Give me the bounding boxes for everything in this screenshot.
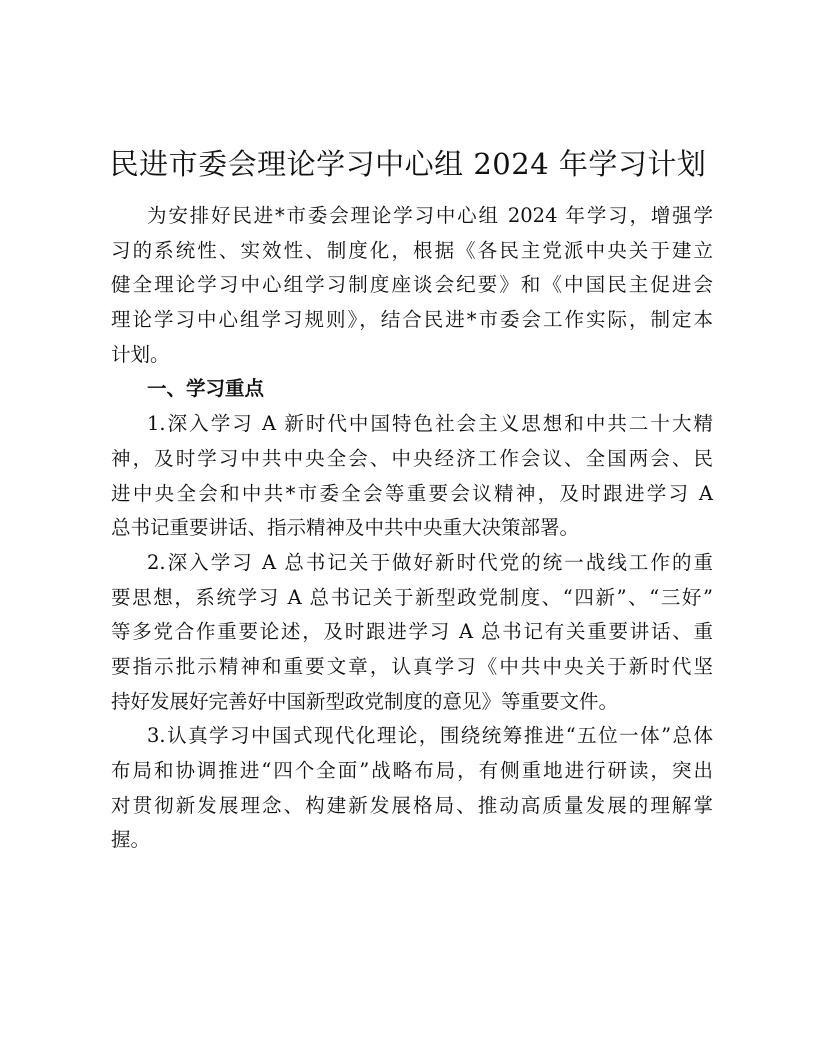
- item-3-line: 3.认真学习中国式现代化理论，围绕统筹推进“五位一体”总体: [147, 724, 713, 748]
- item-2-line: 等多党合作重要论述，及时跟进学习 A 总书记有关重要讲话、重: [111, 620, 713, 644]
- item-1-line: 1.深入学习 A 新时代中国特色社会主义思想和中共二十大精: [147, 412, 713, 436]
- intro-line: 计划。: [111, 342, 170, 366]
- item-2-line: 2.深入学习 A 总书记关于做好新时代党的统一战线工作的重: [147, 550, 713, 574]
- item-1-line: 总书记重要讲话、指示精神及中共中央重大决策部署。: [111, 516, 580, 540]
- item-1-line: 进中央全会和中共*市委全会等重要会议精神，及时跟进学习 A: [111, 481, 713, 505]
- intro-line: 习的系统性、实效性、制度化，根据《各民主党派中央关于建立: [111, 238, 713, 262]
- document-body: [111, 199, 713, 858]
- item-2-paragraph: [111, 546, 713, 719]
- item-1-line: 神，及时学习中共中央全会、中央经济工作会议、全国两会、民: [111, 446, 713, 470]
- item-3-line: 对贯彻新发展理念、构建新发展格局、推动高质量发展的理解掌: [111, 793, 713, 817]
- item-2-line: 要指示批示精神和重要文章，认真学习《中共中央关于新时代坚: [111, 654, 713, 678]
- item-1-paragraph: [111, 407, 713, 546]
- intro-line: 理论学习中心组学习规则》，结合民进*市委会工作实际，制定本: [111, 308, 713, 332]
- intro-paragraph: [111, 199, 713, 372]
- item-3-line: 布局和协调推进“四个全面”战略布局，有侧重地进行研读，突出: [111, 759, 713, 782]
- section-heading: 一、学习重点: [147, 377, 265, 401]
- item-3-paragraph: [111, 719, 713, 858]
- item-2-line: 要思想，系统学习 A 总书记关于新型政党制度、“四新”、“三好”: [111, 585, 713, 609]
- item-3-line: 握。: [111, 828, 151, 852]
- item-2-line: 持好发展好完善好中国新型政党制度的意见》等重要文件。: [111, 689, 619, 713]
- intro-line: 为安排好民进*市委会理论学习中心组 2024 年学习，增强学: [147, 204, 713, 227]
- intro-line: 健全理论学习中心组学习制度座谈会纪要》和《中国民主促进会: [111, 273, 713, 297]
- document-title: 民进市委会理论学习中心组 2024 年学习计划: [109, 147, 707, 181]
